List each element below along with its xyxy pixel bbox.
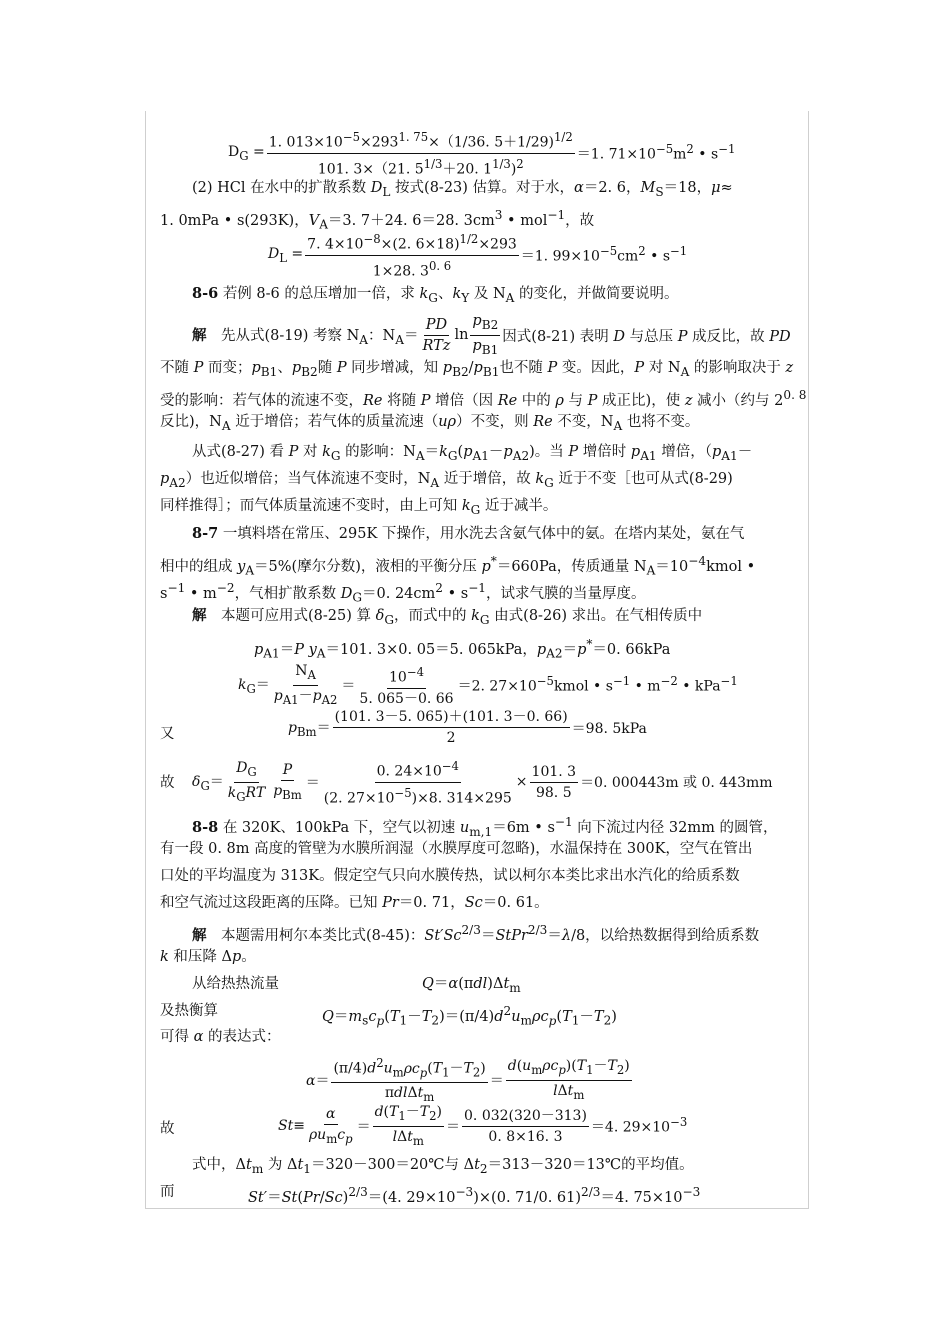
equation-kG: $k_G=$ $\frac{N_A}{p_{A1}-p_{A2}}$ ＝ $\frac{10^{-4}}{5. 065-0. 66}$ ＝2. $27\times 10^{-5}kmol$ • $s^{-1}$ • $m^{-2}$ • kPa$^{-1}$ xyxy=(238,663,738,707)
paragraph-line: 从式(8-27) 看 P 对 $k_G$ 的影响：$N_A=k_G(p_{A1}-p_{A2})$。当 P 增倍时 $p_{A1}$ 增倍，（$p_{A1}-$ xyxy=(192,444,753,463)
paragraph-line: 和空气流过这段距离的压降。已知 Pr＝0. 71，Sc＝0. 61。 xyxy=(160,895,549,911)
fraction: $\frac{PD}{\text{RTz}}$ xyxy=(422,316,451,354)
paragraph-line: 解 本题可应用式(8-25) 算 $\delta_G$，而式中的 $k_G$ 由式(8-26) 求出。在气相传质中 xyxy=(192,607,703,627)
paragraph-line: $p_{A2}$）也近似增倍；当气体流速不变时，$N_A$ 近于增倍，故 $k_G$ 近于不变［也可从式(8-29) xyxy=(160,471,733,490)
equation-DL xyxy=(268,230,687,280)
numerator: 7. $4\times 10^{-8}\times(2$. 6×18)$^{1/2}$×293 xyxy=(305,230,519,256)
label-text: 及热衡算 xyxy=(160,1003,218,1019)
equation-Q2: $Q=m_sc_p(T_1-T_2)=(\pi/4)d^2u_m\rho c_p(T_1-T_2)$ xyxy=(322,1004,617,1028)
eq-rhs: ＝1. $71\times 10^{-5}m^2$ • $s^{-1}$ xyxy=(576,142,736,163)
problem-text: 一填料塔在常压、295K 下操作，用水洗去含氨气体中的氨。在塔内某处，氨在气 xyxy=(222,526,745,542)
paragraph-line: 有一段 0. 8m 高度的管壁为水膜所润湿（水膜厚度可忽略)，水温保持在 300K，空气在管出 xyxy=(160,841,753,857)
equation-St: St≡ $\frac{\alpha}{\rho u_mc_p}$ ＝ $\frac{d(T_1-T_2)}{l\Delta t_m}$ ＝ $\frac{0. 032(320-313)}{0. 8\times 16. 3}$ ＝4. $29\times 10^{-3}$ xyxy=(278,1104,688,1148)
problem-8-6 xyxy=(192,284,678,308)
label-er: 而 xyxy=(160,1184,175,1200)
solution-8-6-line1: 解 先从式(8-19) 考察 $N_A$：$N_A=$ $\frac{PD}{\text{RTz}}$ ln $\frac{p_{B2}}{p_{B1}}$ 因式(8-21) 表明 D 与总压 P 成反比，故 PD xyxy=(192,313,791,357)
paragraph-line: 解 本题需用柯尔本类比式(8-45)：$St'Sc^{2/3}=StPr^{2/3}=\lambda/8$，以给热数据得到给质系数 xyxy=(192,923,760,944)
paragraph-line: 可得 α 的表达式： xyxy=(160,1029,281,1045)
problem-number: 8-8 xyxy=(192,818,219,836)
fraction xyxy=(267,128,575,178)
problem-number: 8-6 xyxy=(192,285,219,302)
equation-pBm: $p_{Bm}=$ $\frac{(101. 3-5. 065)+(101. 3-0. 66)}{2}$ ＝98. 5kPa xyxy=(288,709,647,746)
paragraph-line: 不随 P 而变；$p_{B1}$、$p_{B2}$随 P 同步增减，知 $p_{B2}/p_{B1}$也不随 P 变。因此，P 对 $N_A$ 的影响取决于 z xyxy=(160,360,794,379)
eq-lhs: $D_L$ = xyxy=(268,245,304,265)
paragraph-line: 式中，$\Delta t_m$ 为 $\Delta t_1=320-300=20℃$与 $\Delta t_2=313-320=13℃$的平均值。 xyxy=(192,1157,694,1176)
paragraph-line: 受的影响：若气体的流速不变，Re 将随 P 增倍（因 Re 中的 ρ 与 P 成正比)，使 z 减小（约与 $2^{0. 8}$ xyxy=(160,388,807,409)
fraction: $\frac{p_{B2}}{p_{B1}}$ xyxy=(472,313,499,357)
label-gu: 故 xyxy=(160,1121,175,1137)
paragraph-line: k 和压降 Δp。 xyxy=(160,949,256,965)
paragraph-line: 同样推得］；而气体质量流速不变时，由上可知 $k_G$ 近于减半。 xyxy=(160,498,558,517)
solution-text: 解 先从式(8-19) 考察 $N_A$：$N_A=$ xyxy=(192,326,419,347)
equation-deltaG: $\delta_G=$ $\frac{D_G}{k_GRT}$ $\frac{P}{p_{Bm}}$ ＝ $\frac{0. 24\times 10^{-4}}{(2. 27\times 10^{-5})\times 8. 314\times 295}$ × $\frac{101. 3}{98. 5}$ ＝0. 000443m 或 0. 443mm xyxy=(192,759,773,807)
problem-text: 若例 8-6 的总压增加一倍，求 $k_G$、$k_Y$ 及 $N_A$ 的变化，并做简要说明。 xyxy=(222,286,679,305)
eq-rhs: ＝1. $99\times 10^{-5}cm^2$ • $s^{-1}$ xyxy=(520,244,688,265)
paragraph-line: 口处的平均温度为 313K。假定空气只向水膜传热，试以柯尔本类比求出水汽化的给质系数 xyxy=(160,868,740,884)
equation-DG xyxy=(228,128,735,178)
problem-number: 8-7 xyxy=(192,525,219,542)
equation-Q1: $Q=\alpha(\pi dl)\Delta t_m$ xyxy=(422,976,521,995)
denominator: 101. 3×（21. $5^{1/3}+20$. $1^{1/3})^2$ xyxy=(317,156,524,178)
solution-text: 因式(8-21) 表明 D 与总压 P 成反比，故 PD xyxy=(502,328,791,345)
label-you: 又 xyxy=(160,726,175,742)
label-gu: 故 xyxy=(160,775,175,791)
fraction xyxy=(305,230,519,280)
paragraph-line: $p_{A1}=P$ $y_A=101$. 3×0. 05＝5. 065kPa，$p_{A2}=p^*=0$. 66kPa xyxy=(254,637,671,661)
paragraph-line: 1. 0mPa • s(293K)，$V_A=3$. 7＋24. 6＝28. $3cm^3$ • mol$^{-1}$，故 xyxy=(160,208,595,232)
equation-Stprime: $St'=St(Pr/Sc)^{2/3}=(4$. $29\times 10^{-3})\times(0$. 71/0. 61)$^{2/3}$＝4. $75\times 10^{-3}$ xyxy=(248,1185,701,1206)
problem-text: 在 320K、100kPa 下，空气以初速 $u_{m,1}=6m$ • $s^{-1}$ 向下流过内径 32mm 的圆管， xyxy=(222,815,778,839)
denominator: 1×28. $3^{0. 6}$ xyxy=(372,258,452,280)
paragraph-line: (2) HCl 在水中的扩散系数 $D_L$ 按式(8-23) 估算。对于水，α＝2. 6，$M_S=18$，μ≈ xyxy=(192,180,733,199)
equation-alpha: α＝ $\frac{(\pi/4)d^2u_m\rho c_p(T_1-T_2)}{\pi dl\Delta t_m}$ ＝ $\frac{d(u_m\rho c_p)(T_1-T_2)}{l\Delta t_m}$ xyxy=(306,1056,630,1105)
problem-8-8 xyxy=(192,812,777,842)
paragraph-line: $s^{-1}$ • $m^{-2}$，气相扩散系数 $D_G=0$. $24cm^2$ • $s^{-1}$，试求气膜的当量厚度。 xyxy=(160,581,646,605)
paragraph-line: 相中的组成 $y_A=5\%$(摩尔分数)，液相的平衡分压 p*＝660Pa，传质通量 $N_A=10^{-4}kmol$ • xyxy=(160,554,756,578)
problem-8-7 xyxy=(192,524,744,544)
label-text: 从给热热流量 xyxy=(192,976,279,992)
numerator: 1. $013\times 10^{-5}\times 293^{1. 75}\times(1/36$. 5＋1/29)$^{1/2}$ xyxy=(267,128,575,154)
eq-lhs: $D_G$ = xyxy=(228,143,265,163)
paragraph-line: 反比)，$N_A$ 近于增倍；若气体的质量流速（uρ）不变，则 Re 不变，$N_A$ 也将不变。 xyxy=(160,414,700,433)
